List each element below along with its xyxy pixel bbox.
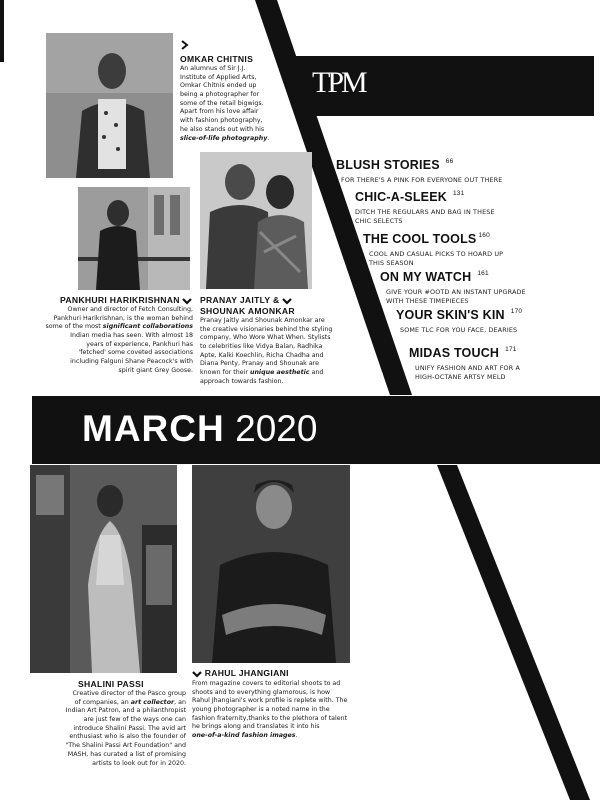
toc-title-midas-touch[interactable]: MIDAS TOUCH $^{171}$ (409, 346, 517, 360)
shalini-bio: Creative director of the Pasco group of companies, an art collector, an Indian Art Patron, and a philanthropist are just few of the ways one can introduce Shalini Passi. The avid art enthusiast who is also the founder of "The Shalini Passi Art Foundation" and MASH, has curated a list of promising artists to look out for in 2020. (65, 690, 186, 767)
pankhuri-name: PANKHURI HARIKRISHNAN (60, 295, 192, 306)
toc-page-number: 160 (478, 232, 490, 239)
banner-title (82, 408, 317, 450)
photo-shalini-passi (30, 465, 177, 673)
chevron-down-icon (282, 296, 292, 306)
rahul-name: RAHUL JHANGIANI (192, 668, 289, 679)
toc-title-blush-stories[interactable]: BLUSH STORIES $^{66}$ (336, 158, 454, 172)
toc-desc-on-my-watch: GIVE YOUR #OOTD AN INSTANT UPGRADE WITH THESE TIMEPIECES (386, 288, 526, 306)
pankhuri-bio: Owner and director of Fetch Consulting, Pankhuri Harikrishnan, is the woman behind some of the most significant collaborations Indian media has seen. With almost 18 years of experience, Pankhuri has 'fetched' some coveted associations including Falguni Shane Peacock's with spirit giant Grey Goose. (45, 306, 193, 374)
pranay-name-line2: SHOUNAK AMONKAR (200, 306, 295, 316)
toc-title-your-skins-kin[interactable]: YOUR SKIN'S KIN $^{170}$ (396, 308, 523, 322)
omkar-name: OMKAR CHITNIS (180, 54, 254, 64)
brand-logo: TPM (312, 66, 365, 99)
rahul-bio: From magazine covers to editorial shoots to ad shoots and to everything glamorous, is how Rahul Jhangiani's work profile is replete with. The young photographer is a noted name in the fashion fraternity,thanks to the plethora of talent he brings along and translates it into his one-of-a-kind fashion images. (192, 680, 348, 740)
photo-rahul-jhangiani (192, 465, 350, 663)
toc-page-number: 171 (505, 346, 517, 353)
shalini-name: SHALINI PASSI (78, 679, 144, 689)
chevron-down-icon (182, 296, 192, 306)
toc-desc-midas-touch: UNIFY FASHION AND ART FOR A HIGH-OCTANE ARTSY MELD (415, 364, 520, 382)
toc-page-number: 161 (477, 270, 489, 277)
photo-omkar-chitnis (46, 33, 173, 178)
banner-month: MARCH (82, 408, 225, 449)
toc-desc-chic-a-sleek: DITCH THE REGULARS AND BAG IN THESE CHIC SELECTS (355, 208, 495, 226)
toc-title-chic-a-sleek[interactable]: CHIC-A-SLEEK $^{131}$ (355, 190, 465, 204)
toc-page-number: 131 (452, 190, 465, 197)
photo-pankhuri-harikrishnan (78, 187, 190, 290)
toc-page-number: 66 (445, 158, 454, 165)
toc-page-number: 170 (510, 308, 523, 315)
pranay-name-line1: PRANAY JAITLY & (200, 295, 292, 306)
toc-desc-blush-stories: FOR THERE'S A PINK FOR EVERYONE OUT THERE (341, 176, 503, 184)
omkar-bio: An alumnus of Sir J.J. Institute of Applied Arts, Omkar Chitnis ended up being a photographer for some of the retail bigwigs. Apart from his love affair with fashion photography, he also stands out with his slice-of-life photography. (180, 65, 270, 142)
toc-desc-the-cool-tools: COOL AND CASUAL PICKS TO HOARD UP THIS SEASON (369, 250, 504, 268)
toc-desc-your-skins-kin: SOME TLC FOR YOU FACE, DEARIES (400, 326, 518, 334)
chevron-down-icon (192, 669, 202, 679)
photo-pranay-shounak (200, 152, 312, 289)
toc-title-the-cool-tools[interactable]: THE COOL TOOLS $^{160}$ (363, 232, 490, 246)
banner-year: 2020 (235, 408, 318, 449)
toc-title-on-my-watch[interactable]: ON MY WATCH $^{161}$ (380, 270, 489, 284)
chevron-right-icon (180, 40, 189, 50)
pranay-bio: Pranay Jaitly and Shounak Amonkar are the creative visionaries behind the styling company, Who Wore What When. Stylists to celebrities like Vidya Balan, Radhika Apte, Kalki Koechlin, Richa Chadha and Diana Penty, Pranay and Shounak are known for their unique aesthetic and approach towards fashion. (200, 317, 333, 385)
